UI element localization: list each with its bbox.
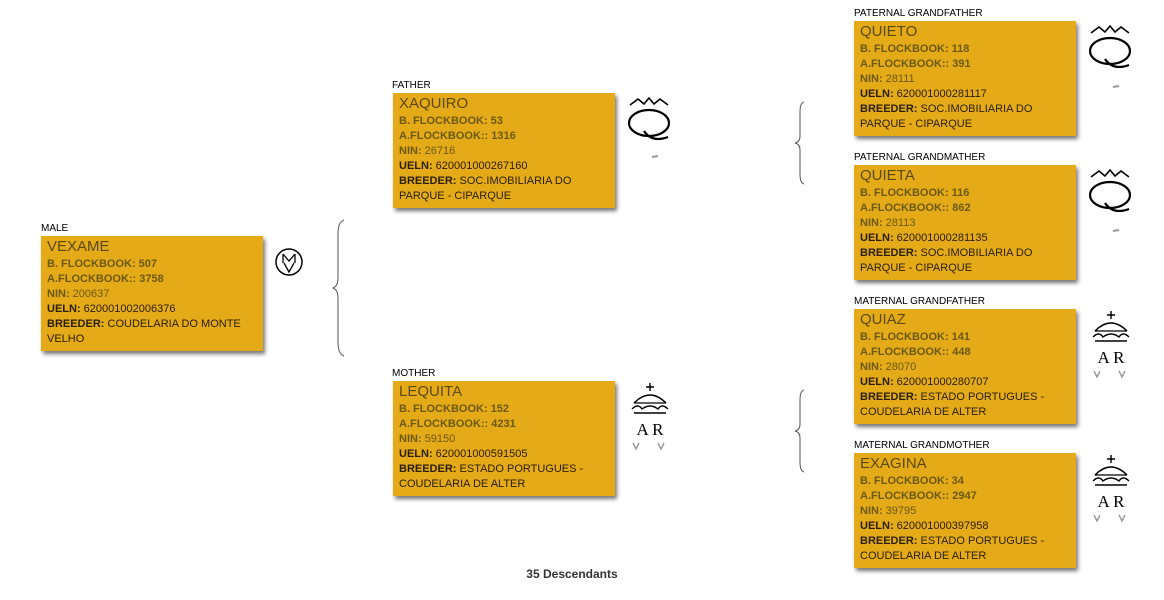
maternal-grandmother-role-label: MATERNAL GRANDMOTHER: [854, 440, 990, 451]
paternal-grandmother-card[interactable]: [854, 165, 1076, 280]
maternal-grandparents-brace: [794, 388, 806, 474]
paternal-grandmother-role-label: PATERNAL GRANDMATHER: [854, 152, 986, 163]
b-flockbook-label: B. FLOCKBOOK:: [860, 187, 949, 199]
crowned-ar-brand-icon: [1089, 453, 1133, 530]
breeder-value: ESTADO PORTUGUES - COUDELARIA DE ALTER: [860, 391, 1045, 418]
horse-name[interactable]: XAQUIRO: [399, 95, 469, 112]
a-flockbook-label: A.FLOCKBOOK::: [860, 202, 950, 214]
ueln-value: 620001000280707: [896, 376, 989, 388]
descendants-count[interactable]: 35 Descendants: [526, 567, 618, 581]
b-flockbook-label: B. FLOCKBOOK:: [860, 331, 949, 343]
breeder-label: BREEDER:: [860, 247, 918, 259]
ueln-label: UELN:: [860, 88, 894, 100]
horse-name[interactable]: VEXAME: [47, 238, 110, 255]
breeder-label: BREEDER:: [399, 175, 457, 187]
nin-value: 28113: [885, 217, 916, 229]
b-flockbook-label: B. FLOCKBOOK:: [860, 475, 949, 487]
a-flockbook-value: 1316: [491, 130, 516, 142]
maternal-grandmother-card[interactable]: [854, 453, 1076, 568]
ueln-label: UELN:: [860, 232, 894, 244]
a-flockbook-label: A.FLOCKBOOK::: [399, 130, 489, 142]
b-flockbook-value: 507: [138, 258, 158, 270]
male-role-label: MALE: [41, 223, 69, 234]
mother-role-label: MOTHER: [392, 368, 436, 379]
crowned-q-brand-icon: [1085, 169, 1135, 240]
a-flockbook-value: 3758: [139, 273, 164, 285]
parents-brace: [332, 218, 348, 358]
horse-name[interactable]: QUIETO: [860, 23, 918, 40]
a-flockbook-label: A.FLOCKBOOK::: [399, 418, 489, 430]
nin-value: 200637: [72, 288, 110, 300]
nin-label: NIN:: [860, 505, 883, 517]
a-flockbook-value: 4231: [491, 418, 516, 430]
a-flockbook-label: A.FLOCKBOOK::: [860, 346, 950, 358]
b-flockbook-label: B. FLOCKBOOK:: [399, 115, 488, 127]
a-flockbook-label: A.FLOCKBOOK::: [860, 58, 950, 70]
a-flockbook-value: 862: [952, 202, 971, 214]
a-flockbook-label: A.FLOCKBOOK::: [860, 490, 950, 502]
a-flockbook-value: 2947: [952, 490, 977, 502]
breeder-value: SOC.IMOBILIARIA DO PARQUE - CIPARQUE: [860, 103, 1033, 130]
nin-label: NIN:: [860, 73, 883, 85]
paternal-grandfather-role-label: PATERNAL GRANDFATHER: [854, 8, 983, 19]
breeder-label: BREEDER:: [860, 535, 918, 547]
maternal-grandfather-card[interactable]: [854, 309, 1076, 424]
ueln-label: UELN:: [860, 520, 894, 532]
breeder-value: ESTADO PORTUGUES - COUDELARIA DE ALTER: [860, 535, 1045, 562]
b-flockbook-value: 118: [951, 43, 970, 55]
ueln-value: 620001002006376: [83, 303, 176, 315]
nin-label: NIN:: [47, 288, 70, 300]
mother-card[interactable]: [393, 381, 615, 496]
breeder-value: COUDELARIA DO MONTE VELHO: [47, 318, 241, 345]
breeder-label: BREEDER:: [860, 103, 918, 115]
mv-brand-icon: [274, 246, 304, 283]
nin-value: 26716: [424, 145, 456, 157]
nin-label: NIN:: [860, 217, 883, 229]
a-flockbook-label: A.FLOCKBOOK::: [47, 273, 137, 285]
horse-name[interactable]: QUIETA: [860, 167, 915, 184]
breeder-value: SOC.IMOBILIARIA DO PARQUE - CIPARQUE: [399, 175, 572, 202]
b-flockbook-value: 141: [951, 331, 971, 343]
breeder-label: BREEDER:: [860, 391, 918, 403]
b-flockbook-value: 53: [490, 115, 503, 127]
nin-value: 59150: [424, 433, 456, 445]
ueln-value: 620001000281135: [896, 232, 988, 244]
nin-label: NIN:: [399, 433, 422, 445]
brand-text: A R: [636, 420, 664, 439]
paternal-grandfather-card[interactable]: [854, 21, 1076, 136]
ueln-value: 620001000397958: [896, 520, 989, 532]
nin-value: 28111: [885, 73, 915, 85]
breeder-label: BREEDER:: [399, 463, 457, 475]
a-flockbook-value: 391: [952, 58, 971, 70]
father-card[interactable]: [393, 93, 615, 208]
crowned-ar-brand-icon: [628, 381, 672, 458]
nin-value: 28070: [885, 361, 917, 373]
a-flockbook-value: 448: [952, 346, 971, 358]
ueln-value: 620001000281117: [896, 88, 987, 100]
ueln-label: UELN:: [399, 160, 433, 172]
crowned-q-brand-icon: [1085, 25, 1135, 96]
breeder-value: SOC.IMOBILIARIA DO PARQUE - CIPARQUE: [860, 247, 1033, 274]
ueln-label: UELN:: [47, 303, 81, 315]
b-flockbook-label: B. FLOCKBOOK:: [860, 43, 949, 55]
father-role-label: FATHER: [392, 80, 431, 91]
nin-label: NIN:: [399, 145, 422, 157]
breeder-label: BREEDER:: [47, 318, 105, 330]
brand-text: A R: [1097, 348, 1125, 367]
horse-name[interactable]: EXAGINA: [860, 455, 927, 472]
b-flockbook-value: 116: [951, 187, 970, 199]
nin-value: 39795: [885, 505, 917, 517]
brand-text: A R: [1097, 492, 1125, 511]
horse-name[interactable]: LEQUITA: [399, 383, 463, 400]
male-card[interactable]: [41, 236, 263, 351]
ueln-label: UELN:: [399, 448, 433, 460]
ueln-label: UELN:: [860, 376, 894, 388]
crowned-ar-brand-icon: [1089, 309, 1133, 386]
ueln-value: 620001000267160: [435, 160, 528, 172]
horse-name[interactable]: QUIAZ: [860, 311, 906, 328]
maternal-grandfather-role-label: MATERNAL GRANDFATHER: [854, 296, 985, 307]
b-flockbook-value: 34: [951, 475, 964, 487]
b-flockbook-label: B. FLOCKBOOK:: [47, 258, 136, 270]
crowned-q-brand-icon: [624, 97, 674, 168]
b-flockbook-value: 152: [490, 403, 510, 415]
b-flockbook-label: B. FLOCKBOOK:: [399, 403, 488, 415]
nin-label: NIN:: [860, 361, 883, 373]
paternal-grandparents-brace: [794, 100, 806, 186]
ueln-value: 620001000591505: [435, 448, 528, 460]
breeder-value: ESTADO PORTUGUES - COUDELARIA DE ALTER: [399, 463, 584, 490]
